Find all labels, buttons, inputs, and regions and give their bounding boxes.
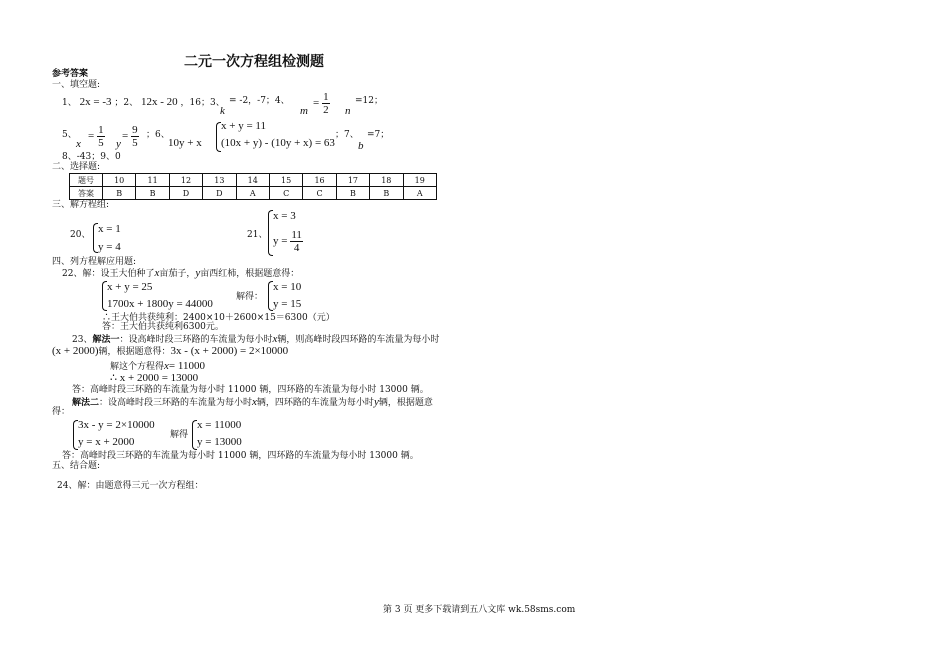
table-cell: A <box>236 187 269 200</box>
text: 辆，四环路的车流量为每小时 <box>256 398 374 408</box>
y-variable: y <box>116 138 121 150</box>
variable: x <box>272 333 278 345</box>
numerator: 11 <box>291 229 302 241</box>
page-title: 二元一次方程组检测题 <box>184 54 324 70</box>
table-cell: 11 <box>136 174 169 187</box>
s1-line3: 8、-43；9、0 <box>62 152 121 162</box>
value: = 11000 <box>168 360 205 372</box>
x-answer <box>88 124 105 149</box>
fraction <box>290 229 303 254</box>
system-eq-a: x + y = 11 <box>221 120 266 132</box>
denominator: 5 <box>98 137 104 150</box>
variable: x <box>154 267 160 279</box>
table-cell: 14 <box>236 174 269 187</box>
system-eq-a: x + y = 25 <box>107 281 153 293</box>
solution-x: x = 1 <box>98 223 121 235</box>
table-cell: C <box>303 187 336 200</box>
q23-answer2: 答：高峰时段三环路的车流量为每小时 11000 辆，四环路的车流量为每小时 13000 辆。 <box>62 451 419 461</box>
x-variable: x <box>76 138 81 150</box>
equation: 2x = -3 <box>79 96 112 108</box>
fraction <box>97 124 105 149</box>
text: ：设高峰时段三环路的车流量为每小时 <box>99 398 253 408</box>
table-cell: 13 <box>203 174 236 187</box>
system-eq-b: 1700x + 1800y = 44000 <box>107 298 213 310</box>
item-number: 23、 <box>72 335 93 345</box>
item-number: ；6、 <box>146 130 170 140</box>
k-variable: k <box>220 105 225 117</box>
table-row <box>70 187 437 200</box>
solution-y: y = 13000 <box>197 436 242 448</box>
q24-text: 24、解：由题意得三元一次方程组： <box>57 481 204 491</box>
k-answer: = -2，-7；4、 <box>229 96 290 106</box>
solution-y: y = 4 <box>98 241 121 253</box>
item-number: 5、 <box>62 130 77 140</box>
y-equals: y = <box>273 235 288 248</box>
variable: y <box>195 267 201 279</box>
expression: (x + 2000) <box>52 345 99 357</box>
n-answer: =12； <box>355 96 383 106</box>
variable: y <box>373 396 379 408</box>
section2-heading: 二、选择题: <box>52 162 101 172</box>
table-cell: 18 <box>370 174 403 187</box>
q23-line3 <box>110 361 205 372</box>
q22-therefore: ∴王大伯共获纯利：2400×10＋2600×15＝6300（元） <box>102 313 335 323</box>
equation: 3x - (x + 2000) = 2×10000 <box>170 345 289 357</box>
n-variable: n <box>345 105 351 117</box>
denominator: 4 <box>293 242 300 255</box>
system-eq-a: 3x - y = 2×10000 <box>78 419 155 431</box>
q22-intro <box>62 268 299 279</box>
equals-sign: = <box>88 130 95 143</box>
q23-line2 <box>52 346 288 357</box>
table-cell: D <box>169 187 202 200</box>
section3-heading: 三、解方程组: <box>52 200 110 210</box>
b-answer: =7； <box>367 130 390 140</box>
m-variable: m <box>300 105 308 117</box>
s1-line1 <box>62 97 225 108</box>
numerator: 1 <box>323 91 329 103</box>
text: 辆，根据题意得： <box>98 347 171 357</box>
text: 解这个方程得 <box>110 362 165 372</box>
text: 辆，根据题意 <box>378 398 433 408</box>
text: 22、解：设王大伯种了 <box>62 269 155 279</box>
equals-sign: = <box>313 97 320 110</box>
answer-text: ，16；3、 <box>180 98 225 108</box>
system-eq-b: (10x + y) - (10y + x) = 63 <box>221 137 335 149</box>
fraction <box>131 124 139 149</box>
denominator: 5 <box>132 137 138 150</box>
item-number: 20、 <box>70 230 91 240</box>
text: 亩茄子， <box>159 269 196 279</box>
table-cell: 10 <box>103 174 136 187</box>
table-cell: D <box>203 187 236 200</box>
table-cell: 19 <box>403 174 436 187</box>
table-header-cell: 题号 <box>70 174 103 187</box>
table-cell: C <box>269 187 302 200</box>
solve-label: 解得 <box>170 430 189 440</box>
table-cell: B <box>136 187 169 200</box>
table-cell: 12 <box>169 174 202 187</box>
table-cell: B <box>370 187 403 200</box>
solution-y <box>273 229 303 254</box>
page-footer: 第 3 页 更多下载请到五八文库 wk.58sms.com <box>383 605 576 615</box>
text: 辆，则高峰时段四环路的车流量为每小时 <box>277 335 440 345</box>
equation: 12x - 20 <box>140 96 178 108</box>
solution-y: y = 15 <box>273 298 302 310</box>
denominator: 2 <box>323 104 329 117</box>
variable: x <box>164 360 169 372</box>
b-variable: b <box>358 140 364 152</box>
section1-heading: 一、填空题: <box>52 80 101 90</box>
numerator: 9 <box>132 124 138 136</box>
table-cell: 15 <box>269 174 302 187</box>
table-cell: B <box>103 187 136 200</box>
solution-x: x = 10 <box>273 281 302 293</box>
item-number: ；2、 <box>114 98 139 108</box>
solution-x: x = 3 <box>273 210 296 222</box>
answer-table <box>69 173 437 200</box>
item-number: 21、 <box>247 230 268 240</box>
section4-heading: 四、列方程解应用题: <box>52 257 137 267</box>
y-answer <box>122 124 139 149</box>
equation: 10y + x <box>168 137 202 149</box>
numerator: 1 <box>98 124 104 136</box>
q23-line1 <box>72 334 439 345</box>
text: 亩西红柿，根据题意得： <box>200 269 300 279</box>
table-row <box>70 174 437 187</box>
solve-label: 解得： <box>236 292 264 302</box>
item-number: ；7、 <box>335 130 359 140</box>
m-answer <box>313 91 330 116</box>
method-label: 解法一 <box>92 335 120 345</box>
table-cell: 17 <box>336 174 369 187</box>
variable: x <box>252 396 257 408</box>
system-eq-b: y = x + 2000 <box>78 436 135 448</box>
section5-heading: 五、结合题: <box>52 461 101 471</box>
method-label: 解法二 <box>72 398 100 408</box>
table-cell: B <box>336 187 369 200</box>
q23-line4: ∴ x + 2000 = 13000 <box>110 372 199 384</box>
q23-method2 <box>72 397 433 408</box>
solution-x: x = 11000 <box>197 419 242 431</box>
table-cell: 16 <box>303 174 336 187</box>
q23-method2-cont: 得： <box>52 407 71 417</box>
item-number: 1、 <box>62 98 77 108</box>
q22-answer: 答：王大伯共获纯利6300元。 <box>102 322 224 332</box>
table-cell: A <box>403 187 436 200</box>
equals-sign: = <box>122 130 129 143</box>
text: ：设高峰时段三环路的车流量为每小时 <box>119 335 273 345</box>
answers-heading: 参考答案 <box>52 69 89 79</box>
table-header-cell: 答案 <box>70 187 103 200</box>
fraction <box>322 91 330 116</box>
q23-answer1: 答：高峰时段三环路的车流量为每小时 11000 辆，四环路的车流量为每小时 13000 辆。 <box>72 385 429 395</box>
